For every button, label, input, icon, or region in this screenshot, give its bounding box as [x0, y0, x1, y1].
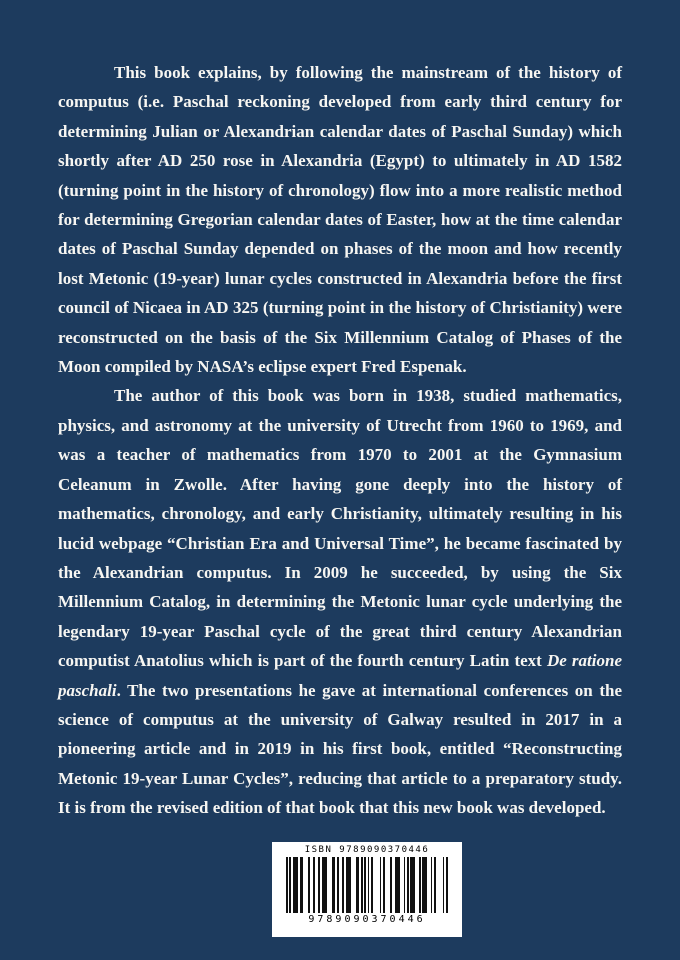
author-bio-text: The author of this book was born in 1938, studied mathematics, physics, and astronomy at the university of Utrecht from 1960 to 1969, and was a teacher of mathematics from 1970 to 2001 at the Gymnasium Celeanum in Zwolle. After having gone deeply into the history of mathematics, chronology, and early Christianity, ultimately resulting in his lucid webpage “Christian Era and Universal Time”, he became fascinated by the Alexandrian computus. In 2009 he succeeded, by using the Six Millennium Catalog, in determining the Metonic lunar cycle underlying the legendary 19-year Paschal cycle of the great third century Alexandrian computist Anatolius which is part of the fourth century Latin text: [58, 386, 622, 671]
barcode: [272, 842, 462, 937]
paragraph-author-bio: [58, 381, 622, 822]
paragraph-book-description: This book explains, by following the mainstream of the history of computus (i.e. Paschal reckoning developed from early third century for determining Julian or Alexandrian calendar dates of Paschal Sunday) which shortly after AD 250 rose in Alexandria (Egypt) to ultimately in AD 1582 (turning point in the history of chronology) flow into a more realistic method for determining Gregorian calendar dates of Easter, how at the time calendar dates of Paschal Sunday depended on phases of the moon and how recently lost Metonic (19-year) lunar cycles constructed in Alexandria before the first council of Nicaea in AD 325 (turning point in the history of Christianity) were reconstructed on the basis of the Six Millennium Catalog of Phases of the Moon compiled by NASA’s eclipse expert Fred Espenak.: [58, 63, 622, 377]
isbn-number-bottom: 9789090370446: [308, 914, 426, 925]
barcode-bars: [286, 857, 448, 913]
isbn-number-top: ISBN 9789090370446: [304, 845, 430, 855]
blurb-text-block: [58, 58, 622, 823]
author-bio-text-continued: . The two presentations he gave at international conferences on the science of computus at the university of Galway resulted in 2017 in a pioneering article and in 2019 in his first book, entitled “Reconstructing Metonic 19-year Lunar Cycles”, reducing that article to a preparatory study. It is from the revised edition of that book that this new book was developed.: [58, 680, 622, 818]
latin-title-italic: De ratione paschali: [58, 651, 622, 700]
